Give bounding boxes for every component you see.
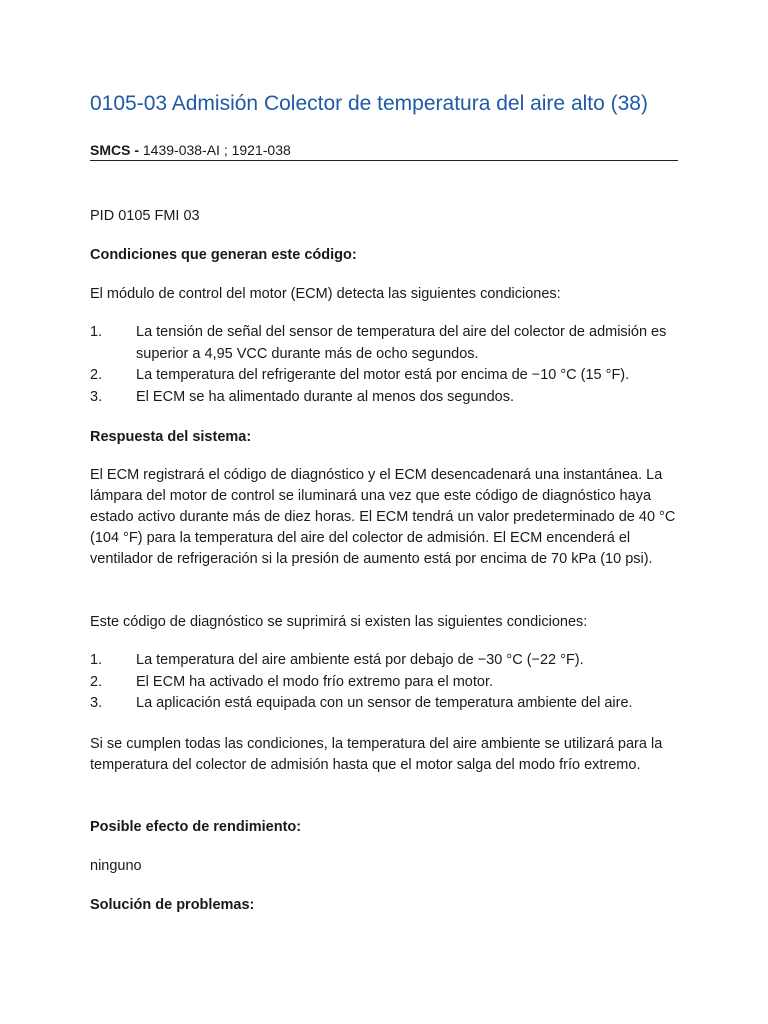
list-item: [90, 672, 690, 694]
conditions-list: [90, 322, 680, 408]
effect-value: ninguno: [90, 858, 142, 874]
list-number: 1.: [90, 652, 103, 668]
suppress-intro: Este código de diagnóstico se suprimirá si existen las siguientes condiciones:: [90, 614, 588, 630]
list-text: La temperatura del aire ambiente está por debajo de −30 °C (−22 °F).: [136, 652, 584, 668]
fulfilled-paragraph: Si se cumplen todas las condiciones, la temperatura del aire ambiente se utilizará para la temperatura del colector de admisión hasta que el motor salga del modo frío extremo.: [90, 736, 663, 773]
pid-line: PID 0105 FMI 03: [90, 208, 200, 224]
list-number: 1.: [90, 324, 103, 340]
list-item: [90, 387, 680, 409]
list-number: 2.: [90, 367, 103, 383]
suppress-list: [90, 650, 690, 715]
list-number: 3.: [90, 388, 103, 405]
list-text: La tensión de señal del sensor de temperatura del aire del colector de admisión es superior a 4,95 VCC durante más de ocho segundos.: [136, 324, 667, 362]
conditions-intro: El módulo de control del motor (ECM) detecta las siguientes condiciones:: [90, 286, 561, 302]
troubleshooting-heading: Solución de problemas:: [90, 897, 255, 913]
list-text: La aplicación está equipada con un sensor de temperatura ambiente del aire.: [136, 695, 633, 711]
list-text: La temperatura del refrigerante del motor está por encima de −10 °C (15 °F).: [136, 367, 630, 383]
conditions-heading: Condiciones que generan este código:: [90, 247, 357, 263]
list-text: El ECM ha activado el modo frío extremo para el motor.: [136, 673, 494, 690]
effect-heading: Posible efecto de rendimiento:: [90, 819, 302, 835]
list-item: [90, 365, 680, 387]
response-paragraph: El ECM registrará el código de diagnóstico y el ECM desencadenará una instantánea. La lámpara del motor de control se iluminará una vez que este código de diagnóstico haya estado activo durante más de diez horas. El ECM tendrá un valor predeterminado de 40 °C (104 °F) para la temperatura del aire del colector de admisión. El ECM encenderá el ventilador de refrigeración si la presión de aumento está por encima de 70 kPa (10 psi).: [90, 467, 676, 567]
response-heading: Respuesta del sistema:: [90, 429, 252, 445]
document-title: 0105-03 Admisión Colector de temperatura del aire alto (38): [90, 92, 648, 115]
list-item: [90, 322, 680, 365]
smcs-line: [90, 140, 678, 161]
smcs-label: SMCS -: [90, 142, 139, 158]
list-number: 2.: [90, 673, 103, 690]
smcs-codes: 1439-038-AI ; 1921-038: [142, 142, 291, 158]
list-number: 3.: [90, 695, 103, 711]
list-item: [90, 693, 690, 715]
list-item: [90, 650, 690, 672]
list-text: El ECM se ha alimentado durante al menos dos segundos.: [136, 388, 515, 405]
